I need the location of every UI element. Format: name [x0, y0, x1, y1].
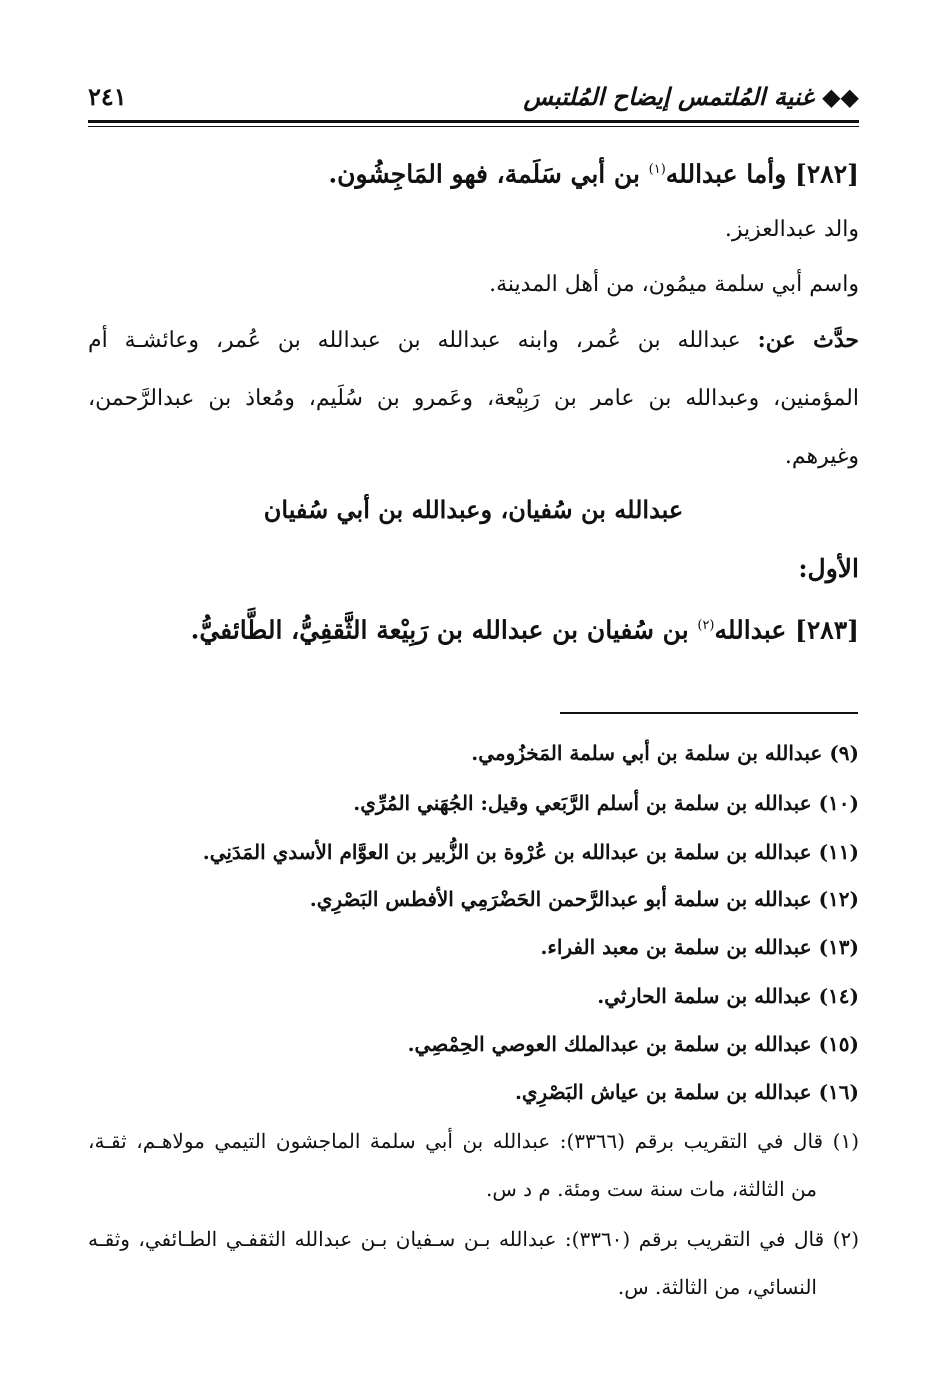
footnote-separator	[560, 712, 858, 714]
list-item: (١٦) عبدالله بن سلمة بن عياش البَصْرِي.	[514, 1080, 859, 1104]
footnote-ref-2: (٢)	[697, 618, 715, 633]
header-rule-thick	[88, 120, 859, 123]
footnote-1-line-1: (١) قال في التقريب برقم (٣٣٦٦): عبدالله بن أبي سلمة الماجشون التيمي مولاهـم، ثقـة،	[88, 1129, 859, 1153]
list-item: (١٥) عبدالله بن سلمة بن عبدالملك العوصي الحِمْصِي.	[407, 1032, 859, 1056]
footnote-2-line-2: النسائي، من الثالثة. س.	[617, 1275, 817, 1299]
footnote-1-line-2: من الثالثة، مات سنة ست ومئة. م د س.	[486, 1177, 817, 1201]
narrated-label: حدَّث عن:	[757, 327, 859, 353]
entry-283-heading: [٢٨٣] عبدالله$^{(٢)}$ بن سُفيان بن عبدالله بن رَبِيْعة الثَّقفِيُّ، الطَّائفيُّ.	[190, 615, 859, 645]
list-item: (١٤) عبدالله بن سلمة الحارثي.	[597, 984, 859, 1008]
list-item: (١١) عبدالله بن سلمة بن عبدالله بن عُرْوة بن الزُّبير بن العوَّام الأسدي المَدَنِي.	[202, 840, 859, 864]
page-number: ٢٤١	[88, 81, 127, 111]
footnote-2-line-1: (٢) قال في التقريب برقم (٣٣٦٠): عبدالله بـن سـفيان بـن عبدالله الثقفـي الطـائفي، وثقـه	[88, 1227, 859, 1251]
running-header	[88, 76, 859, 116]
list-item: (٩) عبدالله بن سلمة بن أبي سلمة المَخزُومي.	[471, 741, 859, 765]
list-item: (١٢) عبدالله بن سلمة أبو عبدالرَّحمن الحَضْرَمِي الأفطس البَصْرِي.	[309, 887, 859, 911]
list-item: (١٣) عبدالله بن سلمة بن معبد الفراء.	[540, 935, 859, 959]
list-item: (١٠) عبدالله بن سلمة بن أسلم الرَّبَعي وقيل: الجُهَني المُرِّي.	[353, 791, 859, 815]
header-rule-thin	[88, 126, 859, 127]
narrated-line-1: حدَّث عن: عبدالله بن عُمر، وابنه عبدالله بن عبدالله بن عُمر، وعائشـة أم	[88, 327, 859, 353]
body-line-father: والد عبدالعزيز.	[724, 217, 859, 242]
narrated-line-2: المؤمنين، وعبدالله بن عامر بن رَبِيْعة، وعَمرو بن سُلَيم، ومُعاذ بن عبدالرَّحمن،	[88, 386, 859, 411]
footnote-ref-1: (١)	[648, 162, 666, 177]
body-line-name: واسم أبي سلمة ميمُون، من أهل المدينة.	[489, 272, 859, 297]
section-heading: عبدالله بن سُفيان، وعبدالله بن أبي سُفيان	[263, 495, 684, 524]
running-title: ◆◆ غنية المُلتمس إيضاح المُلتبس	[523, 81, 859, 111]
entry-282-heading: [٢٨٢] وأما عبدالله$^{(١)}$ بن أبي سَلَمة، فهو المَاجِشُون.	[328, 159, 859, 189]
narrated-line-3: وغيرهم.	[784, 444, 859, 469]
first-label: الأول:	[798, 554, 859, 583]
